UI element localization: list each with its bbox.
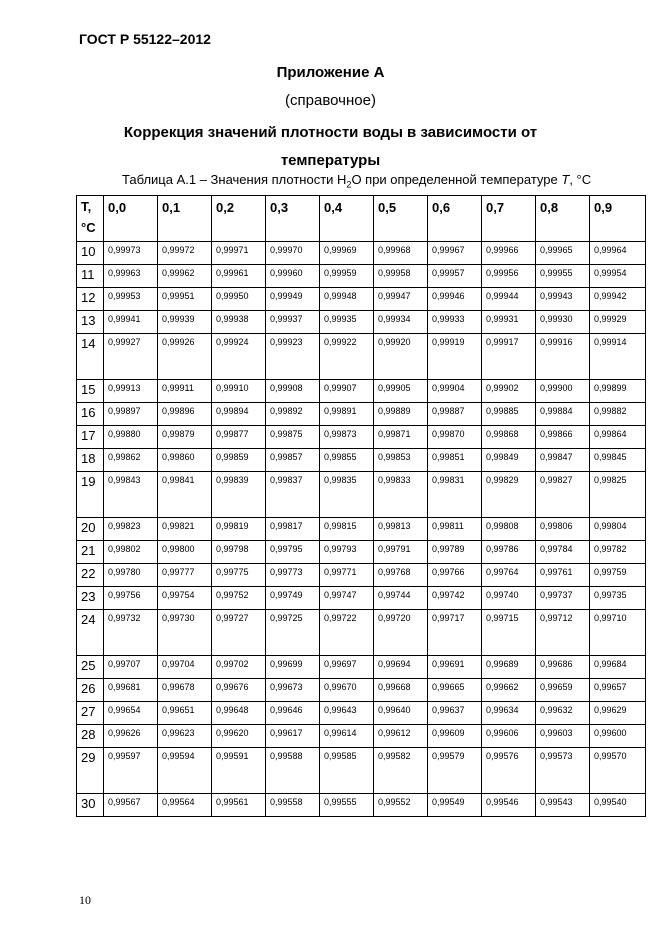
density-cell: 0,99632 [536, 702, 590, 725]
density-cell: 0,99634 [482, 702, 536, 725]
density-cell: 0,99747 [320, 587, 374, 610]
density-cell: 0,99847 [536, 449, 590, 472]
table-row [77, 587, 646, 610]
density-cell: 0,99831 [428, 472, 482, 518]
table-row [77, 679, 646, 702]
standard-code: ГОСТ Р 55122–2012 [79, 31, 211, 47]
density-cell: 0,99676 [212, 679, 266, 702]
density-cell: 0,99782 [590, 541, 646, 564]
density-cell: 0,99777 [158, 564, 212, 587]
density-cell: 0,99784 [536, 541, 590, 564]
density-cell: 0,99857 [266, 449, 320, 472]
density-cell: 0,99962 [158, 265, 212, 288]
temperature-cell: 15 [77, 380, 104, 403]
table-row [77, 334, 646, 380]
density-cell: 0,99609 [428, 725, 482, 748]
density-cell: 0,99694 [374, 656, 428, 679]
table-row [77, 403, 646, 426]
temperature-cell: 23 [77, 587, 104, 610]
density-cell: 0,99943 [536, 288, 590, 311]
density-cell: 0,99919 [428, 334, 482, 380]
density-cell: 0,99749 [266, 587, 320, 610]
density-cell: 0,99591 [212, 748, 266, 794]
header-column: 0,7 [482, 196, 536, 242]
header-column: 0,2 [212, 196, 266, 242]
density-cell: 0,99839 [212, 472, 266, 518]
density-cell: 0,99735 [590, 587, 646, 610]
density-cell: 0,99953 [104, 288, 158, 311]
density-cell: 0,99960 [266, 265, 320, 288]
density-cell: 0,99727 [212, 610, 266, 656]
header-column: 0,5 [374, 196, 428, 242]
density-cell: 0,99868 [482, 426, 536, 449]
density-cell: 0,99588 [266, 748, 320, 794]
density-cell: 0,99967 [428, 242, 482, 265]
density-cell: 0,99894 [212, 403, 266, 426]
density-cell: 0,99959 [320, 265, 374, 288]
density-cell: 0,99849 [482, 449, 536, 472]
density-cell: 0,99579 [428, 748, 482, 794]
density-cell: 0,99813 [374, 518, 428, 541]
density-cell: 0,99837 [266, 472, 320, 518]
table-row [77, 702, 646, 725]
density-cell: 0,99740 [482, 587, 536, 610]
density-cell: 0,99864 [590, 426, 646, 449]
density-cell: 0,99914 [590, 334, 646, 380]
density-cell: 0,99947 [374, 288, 428, 311]
density-cell: 0,99911 [158, 380, 212, 403]
density-cell: 0,99773 [266, 564, 320, 587]
page-number: 10 [79, 893, 91, 907]
density-cell: 0,99793 [320, 541, 374, 564]
temperature-cell: 22 [77, 564, 104, 587]
density-cell: 0,99897 [104, 403, 158, 426]
table-row [77, 311, 646, 334]
density-cell: 0,99877 [212, 426, 266, 449]
caption-subscript: 2 [346, 179, 352, 190]
density-cell: 0,99637 [428, 702, 482, 725]
density-cell: 0,99892 [266, 403, 320, 426]
temperature-cell: 14 [77, 334, 104, 380]
density-cell: 0,99670 [320, 679, 374, 702]
density-cell: 0,99651 [158, 702, 212, 725]
density-cell: 0,99879 [158, 426, 212, 449]
density-cell: 0,99573 [536, 748, 590, 794]
table-row [77, 656, 646, 679]
density-cell: 0,99902 [482, 380, 536, 403]
table-row [77, 426, 646, 449]
header-column: 0,1 [158, 196, 212, 242]
density-cell: 0,99904 [428, 380, 482, 403]
density-cell: 0,99860 [158, 449, 212, 472]
density-cell: 0,99823 [104, 518, 158, 541]
density-cell: 0,99845 [590, 449, 646, 472]
density-cell: 0,99887 [428, 403, 482, 426]
density-cell: 0,99678 [158, 679, 212, 702]
density-cell: 0,99691 [428, 656, 482, 679]
table-row [77, 725, 646, 748]
table-row [77, 288, 646, 311]
density-cell: 0,99725 [266, 610, 320, 656]
density-cell: 0,99961 [212, 265, 266, 288]
header-column: 0,0 [104, 196, 158, 242]
density-cell: 0,99964 [590, 242, 646, 265]
density-cell: 0,99958 [374, 265, 428, 288]
table-row [77, 748, 646, 794]
density-cell: 0,99654 [104, 702, 158, 725]
density-cell: 0,99880 [104, 426, 158, 449]
table-row [77, 564, 646, 587]
density-cell: 0,99843 [104, 472, 158, 518]
density-cell: 0,99968 [374, 242, 428, 265]
density-cell: 0,99917 [482, 334, 536, 380]
density-cell: 0,99617 [266, 725, 320, 748]
density-cell: 0,99939 [158, 311, 212, 334]
density-cell: 0,99715 [482, 610, 536, 656]
density-cell: 0,99768 [374, 564, 428, 587]
density-cell: 0,99942 [590, 288, 646, 311]
density-cell: 0,99871 [374, 426, 428, 449]
density-cell: 0,99707 [104, 656, 158, 679]
density-cell: 0,99884 [536, 403, 590, 426]
density-cell: 0,99717 [428, 610, 482, 656]
density-cell: 0,99817 [266, 518, 320, 541]
density-cell: 0,99862 [104, 449, 158, 472]
density-cell: 0,99659 [536, 679, 590, 702]
table-caption [122, 172, 591, 190]
density-cell: 0,99791 [374, 541, 428, 564]
density-cell: 0,99835 [320, 472, 374, 518]
density-cell: 0,99806 [536, 518, 590, 541]
table-row [77, 449, 646, 472]
density-cell: 0,99931 [482, 311, 536, 334]
density-cell: 0,99955 [536, 265, 590, 288]
density-cell: 0,99673 [266, 679, 320, 702]
density-cell: 0,99662 [482, 679, 536, 702]
temperature-cell: 16 [77, 403, 104, 426]
density-cell: 0,99752 [212, 587, 266, 610]
density-cell: 0,99853 [374, 449, 428, 472]
density-cell: 0,99612 [374, 725, 428, 748]
table-row [77, 242, 646, 265]
heading-line-2: температуры [280, 152, 381, 169]
density-cell: 0,99956 [482, 265, 536, 288]
density-cell: 0,99946 [428, 288, 482, 311]
density-cell: 0,99889 [374, 403, 428, 426]
density-cell: 0,99954 [590, 265, 646, 288]
density-cell: 0,99870 [428, 426, 482, 449]
header-column: 0,8 [536, 196, 590, 242]
density-cell: 0,99614 [320, 725, 374, 748]
density-cell: 0,99795 [266, 541, 320, 564]
density-cell: 0,99786 [482, 541, 536, 564]
temperature-cell: 29 [77, 748, 104, 794]
density-cell: 0,99540 [590, 794, 646, 817]
table-header-row [77, 196, 646, 242]
table-body [77, 242, 646, 817]
density-cell: 0,99970 [266, 242, 320, 265]
density-cell: 0,99570 [590, 748, 646, 794]
density-cell: 0,99923 [266, 334, 320, 380]
header-t-line1: Т, [81, 199, 92, 214]
temperature-cell: 17 [77, 426, 104, 449]
density-cell: 0,99775 [212, 564, 266, 587]
table-row [77, 541, 646, 564]
heading-line-1: Коррекция значений плотности воды в зависимости от [123, 124, 538, 141]
temperature-cell: 30 [77, 794, 104, 817]
density-cell: 0,99929 [590, 311, 646, 334]
caption-variable: T [561, 172, 570, 187]
density-cell: 0,99885 [482, 403, 536, 426]
density-cell: 0,99606 [482, 725, 536, 748]
table-row [77, 794, 646, 817]
temperature-cell: 27 [77, 702, 104, 725]
density-cell: 0,99555 [320, 794, 374, 817]
temperature-cell: 28 [77, 725, 104, 748]
density-cell: 0,99702 [212, 656, 266, 679]
density-cell: 0,99594 [158, 748, 212, 794]
density-cell: 0,99950 [212, 288, 266, 311]
density-cell: 0,99808 [482, 518, 536, 541]
density-cell: 0,99938 [212, 311, 266, 334]
density-cell: 0,99920 [374, 334, 428, 380]
density-cell: 0,99543 [536, 794, 590, 817]
density-cell: 0,99966 [482, 242, 536, 265]
density-cell: 0,99710 [590, 610, 646, 656]
density-cell: 0,99930 [536, 311, 590, 334]
density-cell: 0,99949 [266, 288, 320, 311]
density-cell: 0,99585 [320, 748, 374, 794]
density-cell: 0,99855 [320, 449, 374, 472]
density-cell: 0,99882 [590, 403, 646, 426]
header-column: 0,9 [590, 196, 646, 242]
header-column: 0,4 [320, 196, 374, 242]
density-cell: 0,99899 [590, 380, 646, 403]
density-cell: 0,99756 [104, 587, 158, 610]
density-cell: 0,99564 [158, 794, 212, 817]
density-cell: 0,99732 [104, 610, 158, 656]
density-cell: 0,99629 [590, 702, 646, 725]
density-cell: 0,99948 [320, 288, 374, 311]
table-row [77, 472, 646, 518]
density-cell: 0,99969 [320, 242, 374, 265]
density-cell: 0,99600 [590, 725, 646, 748]
density-cell: 0,99546 [482, 794, 536, 817]
density-cell: 0,99922 [320, 334, 374, 380]
temperature-cell: 24 [77, 610, 104, 656]
density-cell: 0,99965 [536, 242, 590, 265]
annex-status: (справочное) [285, 92, 376, 109]
density-cell: 0,99561 [212, 794, 266, 817]
density-cell: 0,99665 [428, 679, 482, 702]
temperature-cell: 10 [77, 242, 104, 265]
density-cell: 0,99620 [212, 725, 266, 748]
table-row [77, 518, 646, 541]
density-cell: 0,99712 [536, 610, 590, 656]
density-cell: 0,99742 [428, 587, 482, 610]
density-cell: 0,99689 [482, 656, 536, 679]
density-cell: 0,99811 [428, 518, 482, 541]
density-cell: 0,99866 [536, 426, 590, 449]
density-cell: 0,99720 [374, 610, 428, 656]
density-cell: 0,99576 [482, 748, 536, 794]
density-cell: 0,99699 [266, 656, 320, 679]
density-cell: 0,99643 [320, 702, 374, 725]
density-cell: 0,99935 [320, 311, 374, 334]
density-cell: 0,99957 [428, 265, 482, 288]
density-cell: 0,99927 [104, 334, 158, 380]
density-cell: 0,99759 [590, 564, 646, 587]
temperature-cell: 13 [77, 311, 104, 334]
density-cell: 0,99597 [104, 748, 158, 794]
density-cell: 0,99908 [266, 380, 320, 403]
density-cell: 0,99764 [482, 564, 536, 587]
density-cell: 0,99640 [374, 702, 428, 725]
header-temperature [77, 196, 104, 242]
temperature-cell: 25 [77, 656, 104, 679]
density-cell: 0,99766 [428, 564, 482, 587]
density-cell: 0,99761 [536, 564, 590, 587]
density-cell: 0,99900 [536, 380, 590, 403]
density-cell: 0,99754 [158, 587, 212, 610]
density-cell: 0,99973 [104, 242, 158, 265]
density-cell: 0,99648 [212, 702, 266, 725]
density-cell: 0,99825 [590, 472, 646, 518]
annex-title: Приложение А [276, 64, 385, 81]
density-cell: 0,99684 [590, 656, 646, 679]
caption-suffix: , °C [569, 172, 592, 187]
density-cell: 0,99798 [212, 541, 266, 564]
density-cell: 0,99804 [590, 518, 646, 541]
density-cell: 0,99859 [212, 449, 266, 472]
density-cell: 0,99558 [266, 794, 320, 817]
caption-prefix: Таблица А.1 – Значения плотности H [122, 172, 347, 187]
temperature-cell: 19 [77, 472, 104, 518]
temperature-cell: 12 [77, 288, 104, 311]
density-cell: 0,99623 [158, 725, 212, 748]
density-cell: 0,99937 [266, 311, 320, 334]
temperature-cell: 18 [77, 449, 104, 472]
density-cell: 0,99821 [158, 518, 212, 541]
table-row [77, 380, 646, 403]
temperature-cell: 21 [77, 541, 104, 564]
temperature-cell: 11 [77, 265, 104, 288]
density-cell: 0,99567 [104, 794, 158, 817]
density-cell: 0,99910 [212, 380, 266, 403]
density-cell: 0,99905 [374, 380, 428, 403]
header-column: 0,3 [266, 196, 320, 242]
density-cell: 0,99933 [428, 311, 482, 334]
annex-heading [0, 119, 661, 175]
density-cell: 0,99934 [374, 311, 428, 334]
density-cell: 0,99802 [104, 541, 158, 564]
density-cell: 0,99841 [158, 472, 212, 518]
density-cell: 0,99963 [104, 265, 158, 288]
density-cell: 0,99971 [212, 242, 266, 265]
density-cell: 0,99896 [158, 403, 212, 426]
density-cell: 0,99951 [158, 288, 212, 311]
density-cell: 0,99780 [104, 564, 158, 587]
density-cell: 0,99549 [428, 794, 482, 817]
density-cell: 0,99819 [212, 518, 266, 541]
density-cell: 0,99681 [104, 679, 158, 702]
density-cell: 0,99827 [536, 472, 590, 518]
density-cell: 0,99697 [320, 656, 374, 679]
density-cell: 0,99646 [266, 702, 320, 725]
density-cell: 0,99771 [320, 564, 374, 587]
density-cell: 0,99833 [374, 472, 428, 518]
header-column: 0,6 [428, 196, 482, 242]
density-cell: 0,99668 [374, 679, 428, 702]
density-cell: 0,99582 [374, 748, 428, 794]
caption-middle: O при определенной температуре [351, 172, 562, 187]
header-t-line2: °С [81, 220, 96, 235]
density-cell: 0,99944 [482, 288, 536, 311]
density-cell: 0,99800 [158, 541, 212, 564]
density-cell: 0,99744 [374, 587, 428, 610]
temperature-cell: 26 [77, 679, 104, 702]
density-cell: 0,99789 [428, 541, 482, 564]
density-cell: 0,99603 [536, 725, 590, 748]
density-cell: 0,99686 [536, 656, 590, 679]
density-cell: 0,99626 [104, 725, 158, 748]
density-cell: 0,99722 [320, 610, 374, 656]
temperature-cell: 20 [77, 518, 104, 541]
density-cell: 0,99891 [320, 403, 374, 426]
density-cell: 0,99907 [320, 380, 374, 403]
table-row [77, 610, 646, 656]
density-cell: 0,99730 [158, 610, 212, 656]
density-cell: 0,99875 [266, 426, 320, 449]
density-cell: 0,99657 [590, 679, 646, 702]
density-cell: 0,99972 [158, 242, 212, 265]
density-cell: 0,99829 [482, 472, 536, 518]
density-cell: 0,99916 [536, 334, 590, 380]
density-cell: 0,99552 [374, 794, 428, 817]
density-cell: 0,99851 [428, 449, 482, 472]
density-cell: 0,99704 [158, 656, 212, 679]
density-cell: 0,99924 [212, 334, 266, 380]
density-cell: 0,99926 [158, 334, 212, 380]
density-cell: 0,99815 [320, 518, 374, 541]
density-cell: 0,99913 [104, 380, 158, 403]
table-row [77, 265, 646, 288]
density-cell: 0,99737 [536, 587, 590, 610]
density-cell: 0,99873 [320, 426, 374, 449]
density-table [76, 195, 646, 817]
density-cell: 0,99941 [104, 311, 158, 334]
